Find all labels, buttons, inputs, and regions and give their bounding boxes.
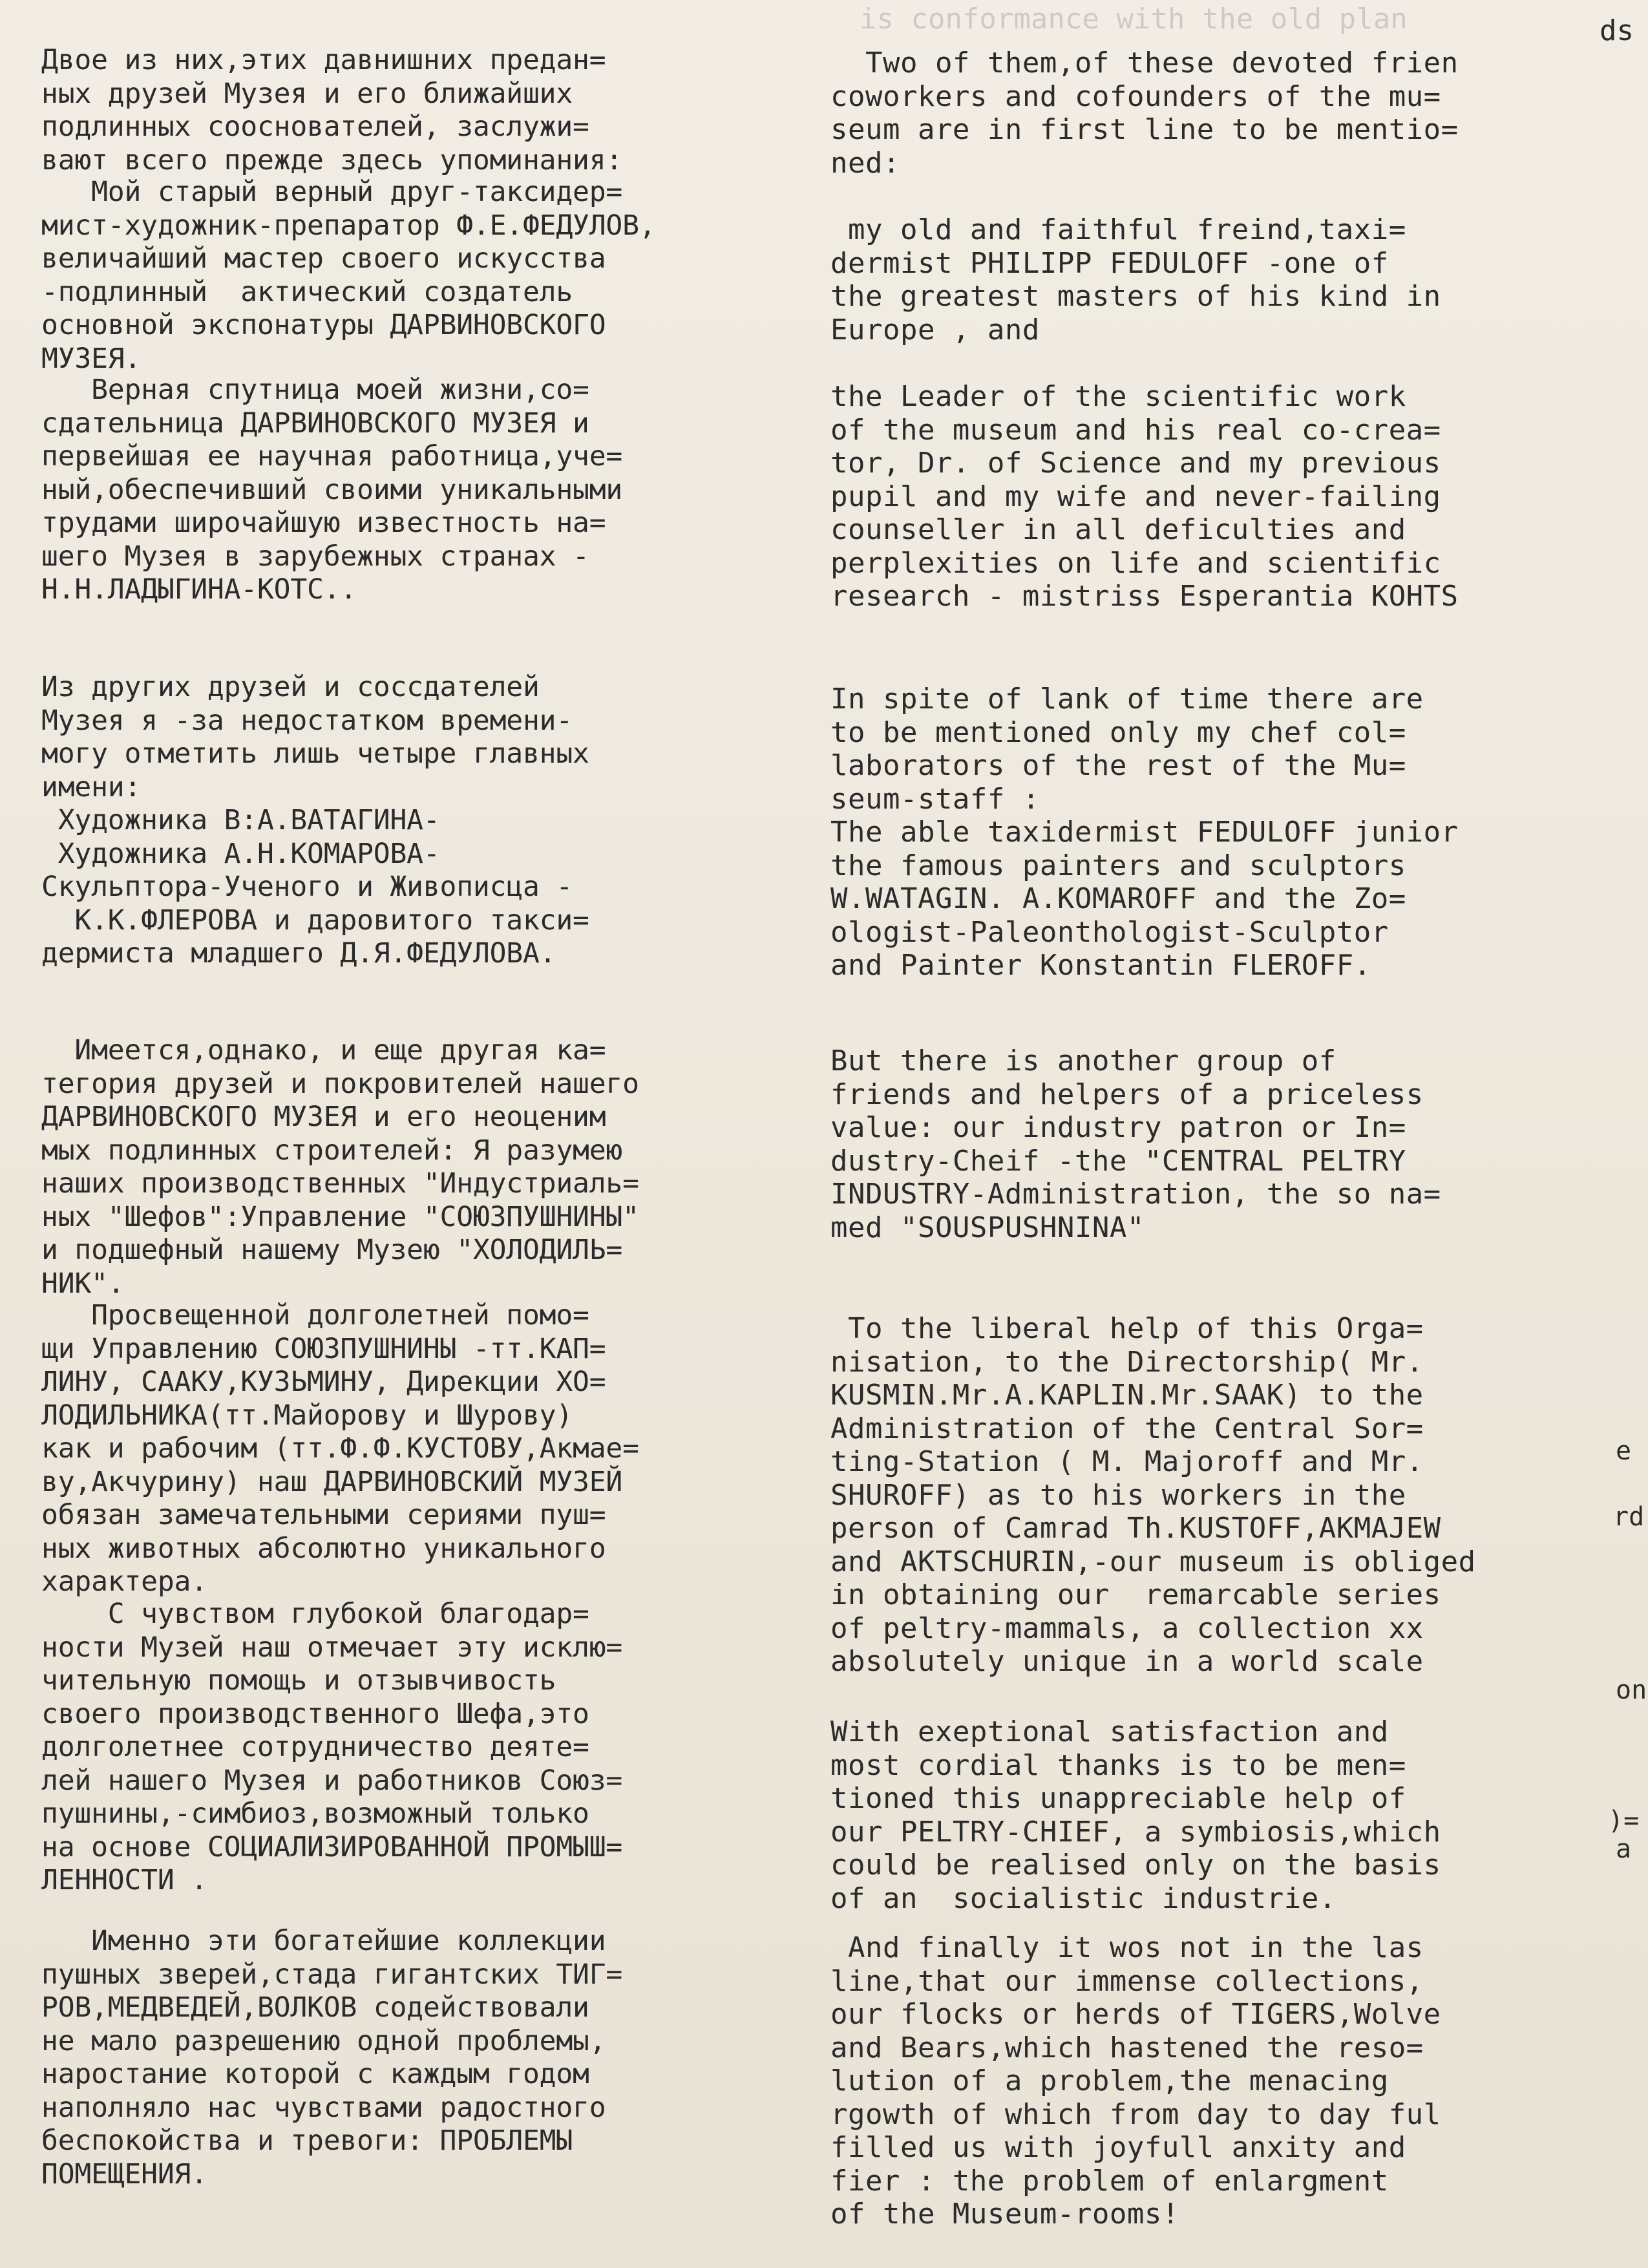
margin-fragment: a — [1616, 1834, 1632, 1864]
ru-paragraph-4: Из других друзей и соссдателей Музея я -за недостатком времени- могу отметить лишь четыре главных имени: Художника В:А.ВАТАГИНА- Художника А.Н.КОМАРОВА- Скульптора-Ученого и Живописца - К.К.ФЛЕРОВА и даровитого такси= дермиста младшего Д.Я.ФЕДУЛОВА. — [41, 671, 589, 970]
en-paragraph-2: my old and faithful freind,taxi= dermist PHILIPP FEDULOFF -one of the greatest masters of his kind in Europe , and — [830, 213, 1441, 346]
ru-paragraph-5: Имеется,однако, и еще другая ка= тегория друзей и покровителей нашего ДАРВИНОВСКОГО МУЗЕЯ и его неоценим мых подлинных строителей: Я разумею наших производственных "Индустриаль= ных "Шефов":Управление "СОЮЗПУШНИНЫ" и подшефный нашему Музею "ХОЛОДИЛЬ= НИК". — [41, 1034, 639, 1300]
ru-paragraph-8: Именно эти богатейшие коллекции пушных зверей,стада гигантских ТИГ= РОВ,МЕДВЕДЕЙ,ВОЛКОВ содействовали не мало разрешению одной проблемы, наростание которой с каждым годом наполняло нас чувствами радостного беспокойства и тревоги: ПРОБЛЕМЫ ПОМЕЩЕНИЯ. — [41, 1925, 623, 2190]
en-paragraph-4: In spite of lank of time there are to be mentioned only my chef col= laborators of the rest of the Mu= seum-staff : The able taxidermist FEDULOFF junior the famous painters and sculptors W.WATAGIN. A.KOMAROFF and the Zo= ologist-Paleonthologist-Sculptor and Painter Konstantin FLEROFF. — [830, 683, 1459, 982]
margin-fragment: )= — [1608, 1806, 1640, 1836]
margin-fragment: rd — [1613, 1502, 1645, 1532]
ru-paragraph-6: Просвещенной долголетней помо= щи Управлению СОЮЗПУШНИНЫ -тт.КАП= ЛИНУ, СААКУ,КУЗЬМИНУ, Дирекции ХО= ЛОДИЛЬНИКА(тт.Майорову и Шурову) как и рабочим (тт.Ф.Ф.КУСТОВУ,Акмае= ву,Акчурину) наш ДАРВИНОВСКИЙ МУЗЕЙ обязан замечательными сериями пуш= ных животных абсолютно уникального характера. — [41, 1299, 639, 1598]
margin-fragment: e — [1616, 1436, 1632, 1466]
ru-paragraph-3: Верная спутница моей жизни,со= сдательница ДАРВИНОВСКОГО МУЗЕЯ и первейшая ее научная работница,уче= ный,обеспечивший своими уникальными трудами широчайшую известность на= шего Музея в зарубежных странах - Н.Н.ЛАДЫГИНА-КОТС.. — [41, 374, 623, 606]
en-paragraph-8: And finally it wos not in the las line,that our immense collections, our flocks or herds of TIGERS,Wolve and Bears,which hastened the reso= lution of a problem,the menacing rgowth of which from day to day ful filled us with joyfull anxity and fier : the problem of enlargment of the Museum-rooms! — [830, 1931, 1441, 2231]
bleed-through-text: is conformance with the old plan — [860, 3, 1408, 36]
ru-paragraph-1: Двое из них,этих давнишних предан= ных друзей Музея и его ближайших подлинных сооснователей, заслужи= вают всего прежде здесь упоминания: — [41, 44, 623, 176]
ru-paragraph-7: С чувством глубокой благодар= ности Музей наш отмечает эту исклю= чительную помощь и отзывчивость своего производственного Шефа,это долголетнее сотрудничество деяте= лей нашего Музея и работников Союз= пушнины,-симбиоз,возможный только на основе СОЦИАЛИЗИРОВАННОЙ ПРОМЫШ= ЛЕННОСТИ . — [41, 1598, 623, 1896]
margin-fragment: on — [1616, 1675, 1647, 1705]
en-paragraph-1: Two of them,of these devoted frien coworkers and cofounders of the mu= seum are in first line to be mentio= ned: — [830, 47, 1459, 180]
en-paragraph-7: With exeptional satisfaction and most cordial thanks is to be men= tioned this unappreciable help of our PELTRY-CHIEF, a symbiosis,which could be realised only on the basis of an socialistic industrie. — [830, 1715, 1441, 1915]
en-paragraph-3: the Leader of the scientific work of the museum and his real co-crea= tor, Dr. of Science and my previous pupil and my wife and never-failing counseller in all deficulties and perplexities on life and scientific research - mistriss Esperantia KOHTS — [830, 380, 1459, 613]
corner-mark: ds — [1600, 14, 1634, 47]
en-paragraph-6: To the liberal help of this Orga= nisation, to the Directorship( Mr. KUSMIN.Mr.A.KAPLIN.Mr.SAAK) to the Administration of the Central Sor= ting-Station ( M. Majoroff and Mr. SHUROFF) as to his workers in the person of Camrad Th.KUSTOFF,AKMAJEW and AKTSCHURIN,-our museum is obliged in obtaining our remarcable series of peltry-mammals, a collection xx absolutely unique in a world scale — [830, 1312, 1476, 1678]
ru-paragraph-2: Мой старый верный друг-таксидер= мист-художник-препаратор Ф.Е.ФЕДУЛОВ, величайший мастер своего искусства -подлинный актический создатель основной экспонатуры ДАРВИНОВСКОГО МУЗЕЯ. — [41, 176, 656, 375]
en-paragraph-5: But there is another group of friends and helpers of a priceless value: our industry patron or In= dustry-Cheif -the "CENTRAL PELTRY INDUSTRY-Administration, the so na= med "SOUSPUSHNINA" — [830, 1044, 1441, 1244]
